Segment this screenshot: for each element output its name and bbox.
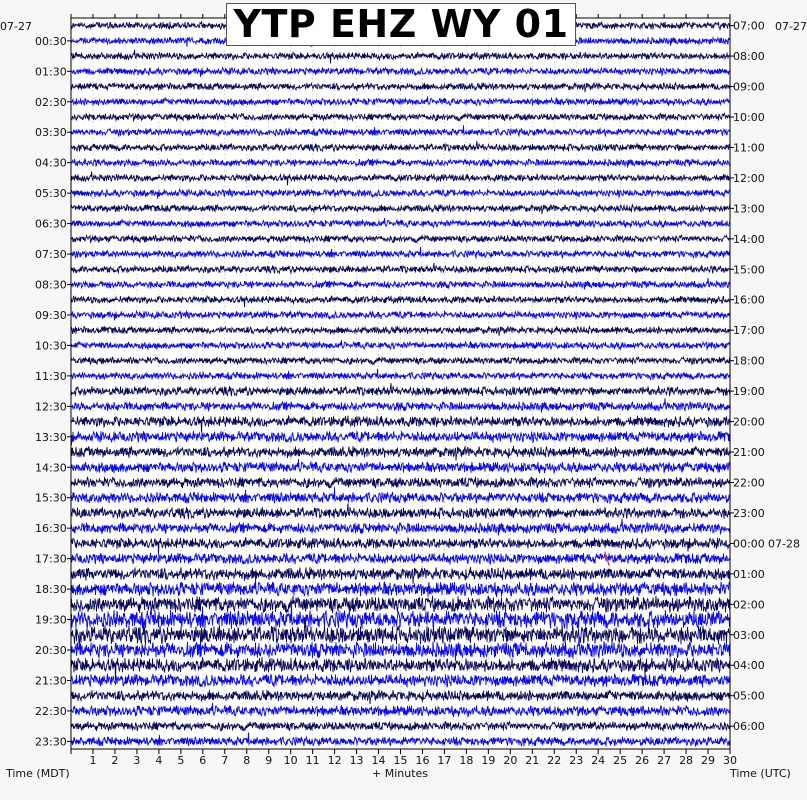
right-time-label: 22:00	[733, 476, 765, 490]
x-tick-label: 9	[265, 754, 273, 767]
right-time-label: 17:00	[733, 324, 765, 338]
right-time-label: 11:00	[733, 141, 765, 155]
x-tick-label: 27	[657, 754, 672, 767]
x-tick-label: 3	[133, 754, 141, 767]
left-time-label: 10:30	[35, 339, 67, 353]
x-tick-label: 17	[437, 754, 452, 767]
x-tick-label: 15	[393, 754, 408, 767]
right-time-label: 09:00	[733, 80, 765, 94]
left-time-label: 15:30	[35, 491, 67, 505]
left-time-label: 03:30	[35, 126, 67, 140]
left-time-label: 13:30	[35, 430, 67, 444]
left-time-label: 06:30	[35, 217, 67, 231]
left-time-label: 09:30	[35, 308, 67, 322]
right-time-label: 07:00	[733, 19, 765, 33]
x-tick-label: 26	[635, 754, 650, 767]
x-tick-label: 18	[459, 754, 474, 767]
right-time-label: 00:00	[733, 537, 765, 551]
x-tick-label: 8	[243, 754, 251, 767]
x-tick-label: 12	[327, 754, 342, 767]
x-tick-label: 21	[525, 754, 540, 767]
x-tick-label: 1	[89, 754, 97, 767]
right-time-label: 05:00	[733, 689, 765, 703]
left-time-label: 21:30	[35, 674, 67, 688]
left-time-label: 04:30	[35, 156, 67, 170]
x-tick-label: 23	[569, 754, 584, 767]
left-time-label: 14:30	[35, 461, 67, 475]
right-time-label: 15:00	[733, 263, 765, 277]
left-time-label: 17:30	[35, 552, 67, 566]
left-time-label: 20:30	[35, 644, 67, 658]
x-tick-label: 11	[305, 754, 320, 767]
left-time-label: 05:30	[35, 187, 67, 201]
left-time-label: 22:30	[35, 704, 67, 718]
right-time-label: 21:00	[733, 446, 765, 460]
right-time-label: 23:00	[733, 506, 765, 520]
x-tick-label: 24	[591, 754, 606, 767]
left-time-label: 07:30	[35, 248, 67, 262]
x-tick-label: 14	[371, 754, 386, 767]
chart-title-box	[226, 3, 576, 46]
x-label-right: Time (UTC)	[730, 767, 791, 780]
x-tick-label: 19	[481, 754, 496, 767]
left-time-label: 11:30	[35, 369, 67, 383]
x-tick-label: 29	[701, 754, 716, 767]
x-label-left: Time (MDT)	[6, 767, 70, 780]
left-time-label: 01:30	[35, 65, 67, 79]
right-time-label: 20:00	[733, 415, 765, 429]
left-time-label: 00:30	[35, 34, 67, 48]
x-tick-label: 7	[221, 754, 229, 767]
left-time-label: 16:30	[35, 522, 67, 536]
left-time-label: 02:30	[35, 95, 67, 109]
left-time-label: 18:30	[35, 583, 67, 597]
right-date-label-mid: 07-28	[768, 537, 800, 551]
left-date-label: 07-27	[0, 20, 32, 33]
right-date-label-top: 07-27	[775, 20, 807, 33]
x-tick-label: 28	[679, 754, 694, 767]
right-time-label: 08:00	[733, 50, 765, 64]
x-tick-label: 2	[111, 754, 119, 767]
x-tick-label: 16	[415, 754, 430, 767]
right-time-label: 18:00	[733, 354, 765, 368]
x-tick-label: 13	[349, 754, 364, 767]
x-tick-label: 30	[723, 754, 737, 767]
x-tick-label: 25	[613, 754, 628, 767]
right-time-label: 02:00	[733, 598, 765, 612]
right-time-label: 16:00	[733, 293, 765, 307]
x-tick-label: 5	[177, 754, 185, 767]
left-time-label: 08:30	[35, 278, 67, 292]
right-time-label: 13:00	[733, 202, 765, 216]
x-tick-label: 10	[283, 754, 298, 767]
x-tick-label: 6	[199, 754, 207, 767]
right-time-label: 06:00	[733, 720, 765, 734]
left-time-label: 23:30	[35, 735, 67, 749]
x-tick-label: 20	[503, 754, 518, 767]
right-time-label: 14:00	[733, 232, 765, 246]
x-tick-label: 4	[155, 754, 163, 767]
left-time-label: 12:30	[35, 400, 67, 414]
x-tick-label: 22	[547, 754, 562, 767]
left-time-label: 19:30	[35, 613, 67, 627]
x-label-center: + Minutes	[372, 767, 429, 780]
right-time-label: 19:00	[733, 385, 765, 399]
right-time-label: 03:00	[733, 628, 765, 642]
right-time-label: 12:00	[733, 171, 765, 185]
right-time-label: 01:00	[733, 567, 765, 581]
right-time-label: 10:00	[733, 110, 765, 124]
right-time-label: 04:00	[733, 659, 765, 673]
chart-title: YTP EHZ WY 01	[233, 2, 569, 46]
